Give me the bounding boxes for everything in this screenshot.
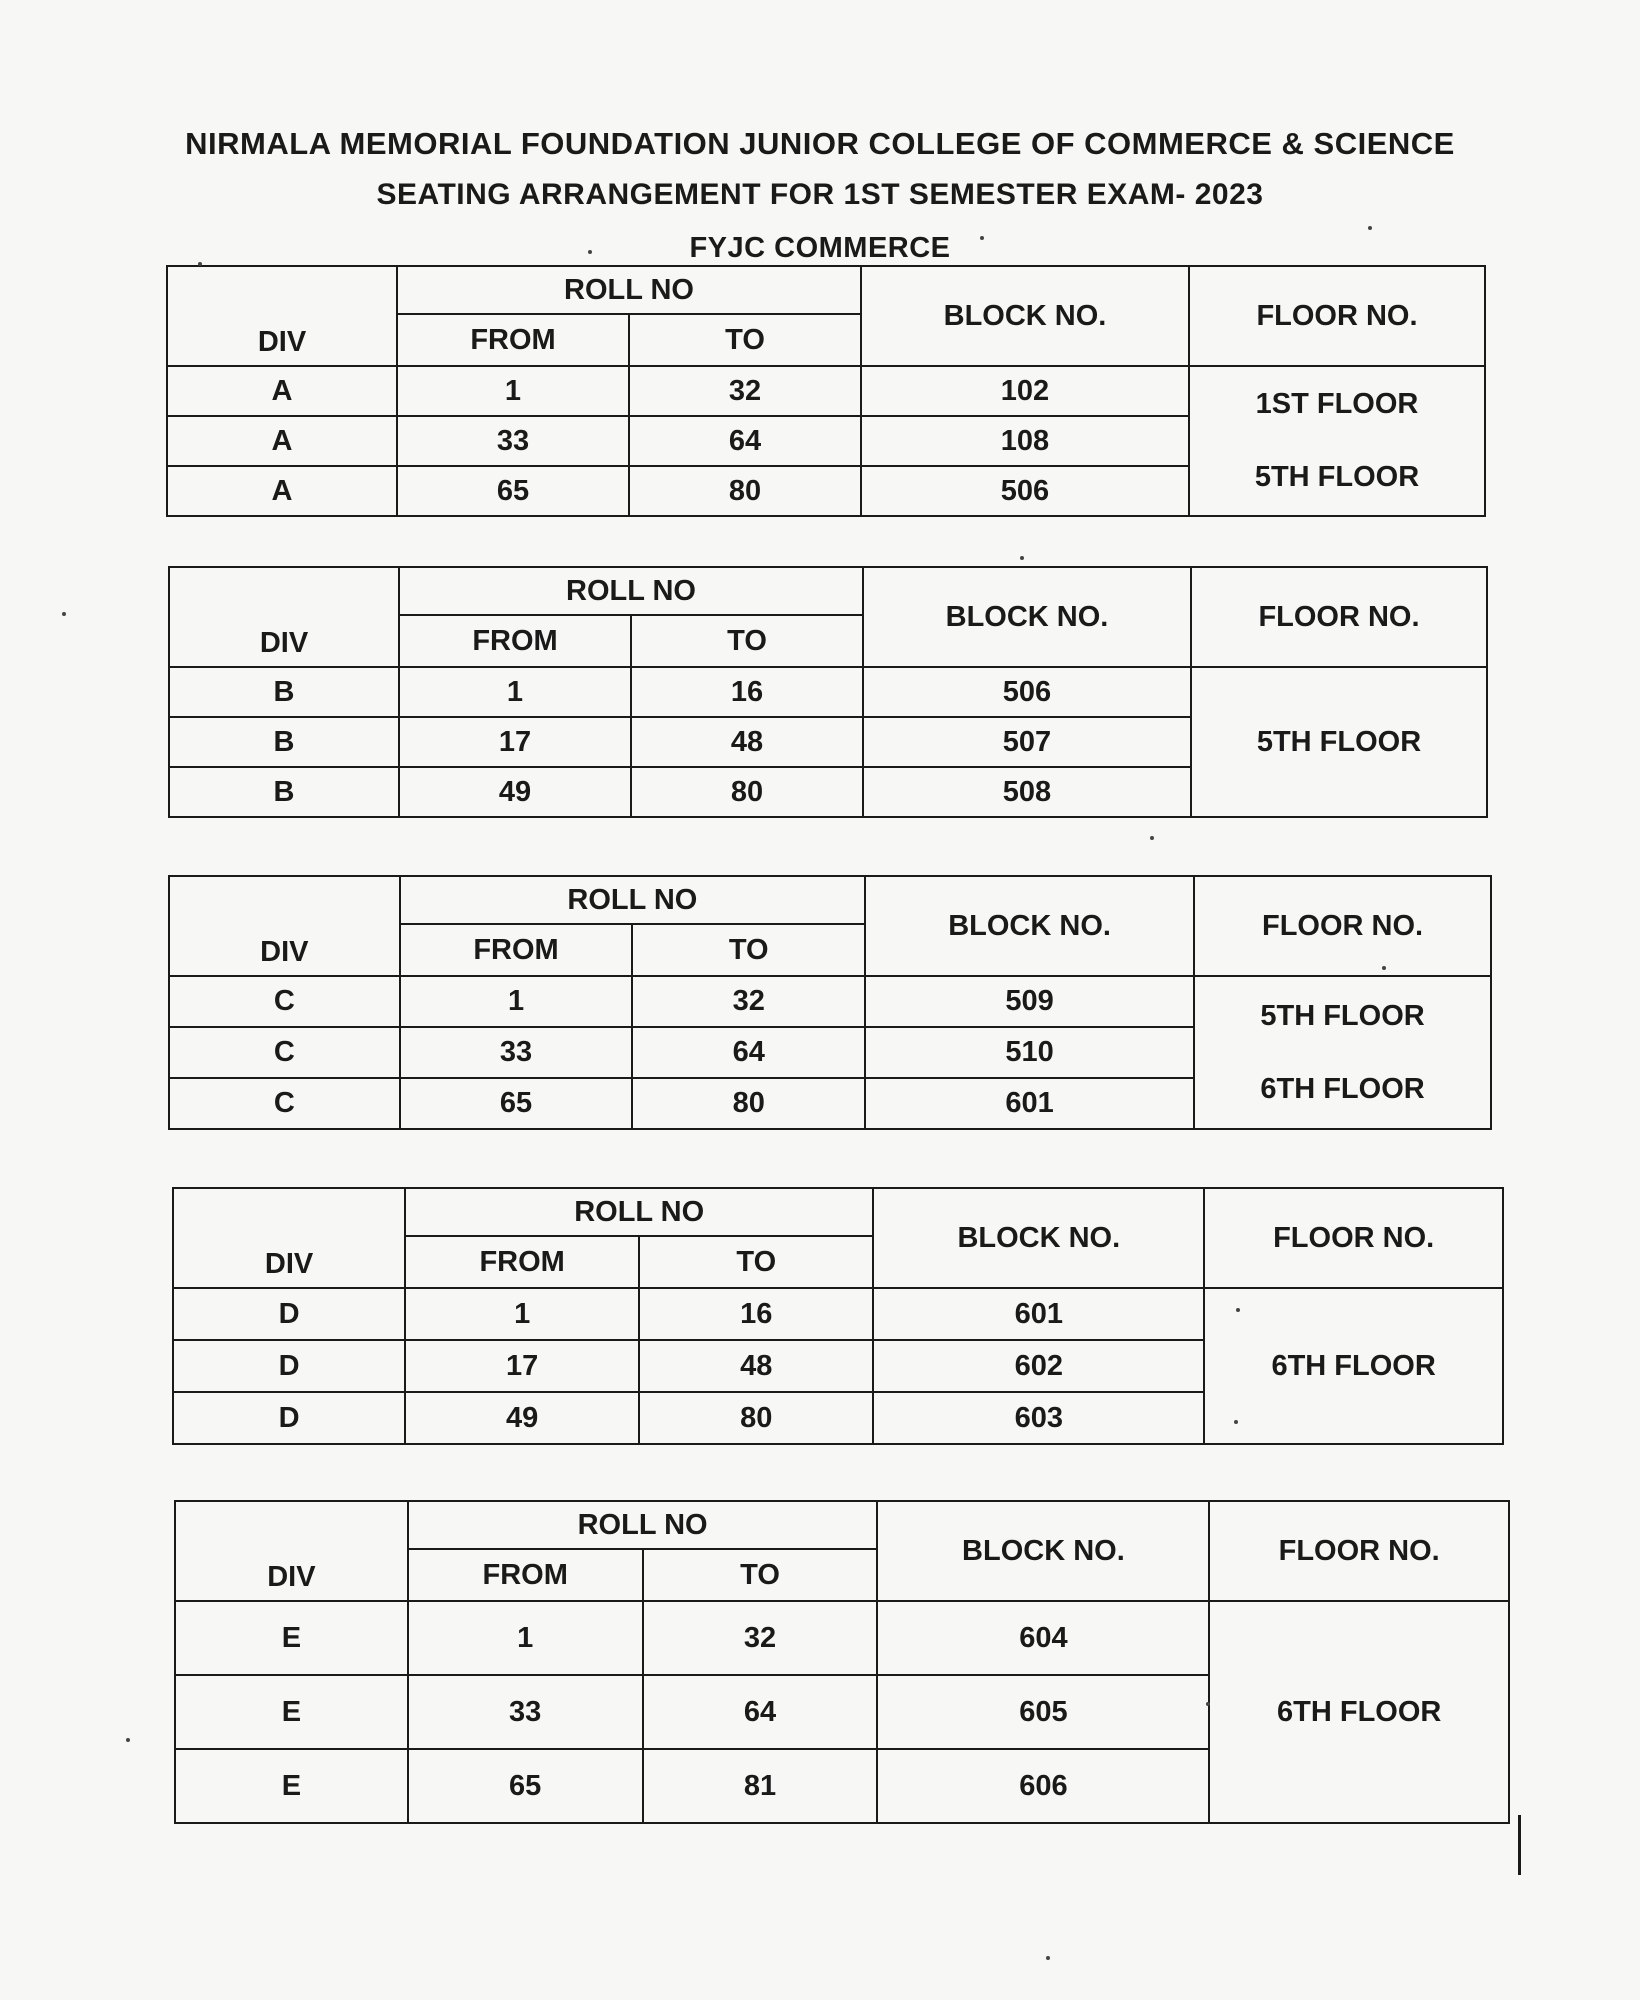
scan-speck <box>1046 1956 1050 1960</box>
div-cell: D <box>173 1392 405 1444</box>
roll-from-cell: 17 <box>405 1340 639 1392</box>
scan-speck <box>198 262 202 266</box>
header-row <box>175 1501 1509 1549</box>
block-no-cell: 509 <box>865 976 1194 1027</box>
div-cell: B <box>169 717 399 767</box>
roll-from-cell: 65 <box>397 466 629 516</box>
scan-speck <box>126 1738 130 1742</box>
roll-to-cell: 64 <box>632 1027 865 1078</box>
scan-speck <box>1382 966 1386 970</box>
from-header: FROM <box>397 314 629 366</box>
roll-from-cell: 1 <box>405 1288 639 1340</box>
header-row <box>167 266 1485 314</box>
roll-from-cell: 33 <box>397 416 629 466</box>
div-cell: A <box>167 366 397 416</box>
from-header: FROM <box>405 1236 639 1288</box>
seating-table <box>168 566 1488 818</box>
floor-cell <box>1189 366 1485 516</box>
roll-to-cell: 80 <box>632 1078 865 1129</box>
roll-to-cell: 64 <box>629 416 861 466</box>
roll-from-cell: 33 <box>400 1027 633 1078</box>
seating-table <box>168 875 1492 1130</box>
from-header: FROM <box>400 924 633 976</box>
stream-title: FYJC COMMERCE <box>689 232 951 264</box>
roll-from-cell: 65 <box>400 1078 633 1129</box>
block-no-cell: 510 <box>865 1027 1194 1078</box>
roll-to-cell: 48 <box>631 717 863 767</box>
roll-to-cell: 16 <box>639 1288 873 1340</box>
scan-speck <box>588 250 592 254</box>
div-header: DIV <box>173 1188 405 1288</box>
block-no-cell: 601 <box>865 1078 1194 1129</box>
floor-no-header: FLOOR NO. <box>1191 567 1487 667</box>
roll-to-cell: 80 <box>639 1392 873 1444</box>
div-cell: A <box>167 466 397 516</box>
from-header: FROM <box>399 615 631 667</box>
roll-to-cell: 81 <box>643 1749 878 1823</box>
roll-to-cell: 80 <box>629 466 861 516</box>
block-no-cell: 604 <box>877 1601 1209 1675</box>
roll-to-cell: 32 <box>629 366 861 416</box>
table-row <box>169 667 1487 717</box>
roll-from-cell: 49 <box>399 767 631 817</box>
seating-table <box>166 265 1486 517</box>
scan-speck <box>1150 836 1154 840</box>
roll-to-cell: 80 <box>631 767 863 817</box>
roll-from-cell: 49 <box>405 1392 639 1444</box>
floor-label: 1ST FLOOR <box>1255 388 1419 421</box>
block-no-cell: 602 <box>873 1340 1204 1392</box>
div-cell: C <box>169 976 400 1027</box>
header-row <box>169 876 1491 924</box>
roll-no-header: ROLL NO <box>408 1501 878 1549</box>
scan-speck <box>1020 556 1024 560</box>
div-cell: D <box>173 1340 405 1392</box>
roll-to-cell: 16 <box>631 667 863 717</box>
seating-table <box>172 1187 1504 1445</box>
header-row <box>173 1188 1503 1236</box>
div-cell: E <box>175 1675 408 1749</box>
from-header: FROM <box>408 1549 643 1601</box>
div-cell: C <box>169 1027 400 1078</box>
div-header: DIV <box>169 876 400 976</box>
table-edge-line <box>1518 1815 1521 1875</box>
roll-from-cell: 65 <box>408 1749 643 1823</box>
roll-from-cell: 1 <box>400 976 633 1027</box>
to-header: TO <box>643 1549 878 1601</box>
table-row <box>167 366 1485 416</box>
table-row <box>169 976 1491 1027</box>
header-row <box>169 567 1487 615</box>
block-no-cell: 605 <box>877 1675 1209 1749</box>
roll-from-cell: 17 <box>399 717 631 767</box>
to-header: TO <box>629 314 861 366</box>
block-no-header: BLOCK NO. <box>873 1188 1204 1288</box>
floor-no-header: FLOOR NO. <box>1209 1501 1509 1601</box>
floor-label: 5TH FLOOR <box>1254 461 1420 493</box>
block-no-cell: 508 <box>863 767 1191 817</box>
block-no-cell: 506 <box>861 466 1189 516</box>
scan-speck <box>1206 1702 1210 1706</box>
div-cell: C <box>169 1078 400 1129</box>
to-header: TO <box>631 615 863 667</box>
block-no-header: BLOCK NO. <box>877 1501 1209 1601</box>
div-header: DIV <box>167 266 397 366</box>
to-header: TO <box>639 1236 873 1288</box>
floor-label: 6TH FLOOR <box>1277 1695 1442 1728</box>
scan-speck <box>62 612 66 616</box>
scan-speck <box>1236 1308 1240 1312</box>
block-no-header: BLOCK NO. <box>865 876 1194 976</box>
roll-no-header: ROLL NO <box>400 876 865 924</box>
scan-speck <box>1368 226 1372 230</box>
floor-label: 6TH FLOOR <box>1271 1349 1436 1382</box>
block-no-cell: 606 <box>877 1749 1209 1823</box>
div-cell: E <box>175 1749 408 1823</box>
block-no-cell: 601 <box>873 1288 1204 1340</box>
roll-to-cell: 32 <box>632 976 865 1027</box>
block-no-cell: 603 <box>873 1392 1204 1444</box>
div-header: DIV <box>169 567 399 667</box>
block-no-header: BLOCK NO. <box>863 567 1191 667</box>
block-no-cell: 507 <box>863 717 1191 767</box>
block-no-header: BLOCK NO. <box>861 266 1189 366</box>
div-cell: B <box>169 667 399 717</box>
block-no-cell: 102 <box>861 366 1189 416</box>
roll-to-cell: 32 <box>643 1601 878 1675</box>
div-cell: D <box>173 1288 405 1340</box>
roll-no-header: ROLL NO <box>397 266 861 314</box>
block-no-cell: 108 <box>861 416 1189 466</box>
floor-cell <box>1209 1601 1509 1823</box>
roll-to-cell: 64 <box>643 1675 878 1749</box>
roll-from-cell: 33 <box>408 1675 643 1749</box>
floor-cell <box>1204 1288 1503 1444</box>
roll-from-cell: 1 <box>397 366 629 416</box>
seating-table <box>174 1500 1510 1824</box>
floor-label: 5TH FLOOR <box>1260 999 1425 1032</box>
floor-label: 5TH FLOOR <box>1256 725 1422 758</box>
roll-no-header: ROLL NO <box>405 1188 873 1236</box>
div-cell: E <box>175 1601 408 1675</box>
floor-no-header: FLOOR NO. <box>1194 876 1491 976</box>
scan-speck <box>1234 1420 1238 1424</box>
floor-no-header: FLOOR NO. <box>1189 266 1485 366</box>
floor-cell <box>1194 976 1491 1129</box>
roll-no-header: ROLL NO <box>399 567 863 615</box>
to-header: TO <box>632 924 865 976</box>
exam-title: SEATING ARRANGEMENT FOR 1ST SEMESTER EXAM- 2023 <box>376 178 1264 211</box>
table-row <box>175 1601 1509 1675</box>
table-row <box>173 1288 1503 1340</box>
college-name: NIRMALA MEMORIAL FOUNDATION JUNIOR COLLEGE OF COMMERCE & SCIENCE <box>185 126 1455 161</box>
scan-speck <box>980 236 984 240</box>
roll-from-cell: 1 <box>399 667 631 717</box>
roll-to-cell: 48 <box>639 1340 873 1392</box>
div-cell: A <box>167 416 397 466</box>
block-no-cell: 506 <box>863 667 1191 717</box>
floor-label: 6TH FLOOR <box>1260 1072 1425 1105</box>
floor-cell <box>1191 667 1487 817</box>
div-cell: B <box>169 767 399 817</box>
floor-no-header: FLOOR NO. <box>1204 1188 1503 1288</box>
div-header: DIV <box>175 1501 408 1601</box>
roll-from-cell: 1 <box>408 1601 643 1675</box>
